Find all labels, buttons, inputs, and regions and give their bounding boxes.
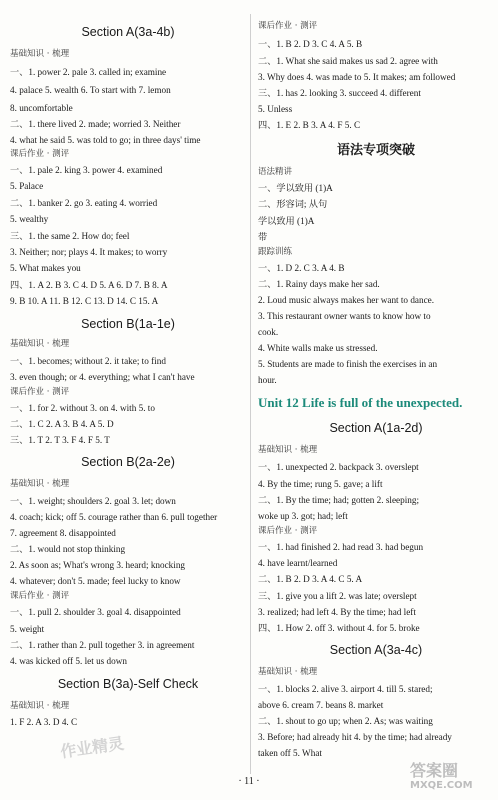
answer-line: 一、1. pale 2. king 3. power 4. examined xyxy=(10,165,163,175)
answer-line: 4. coach; kick; off 5. courage rather than 6. pull together xyxy=(10,512,218,522)
answer-line: 二、1. banker 2. go 3. eating 4. worried xyxy=(10,198,158,208)
answer-line: cook. xyxy=(258,327,279,337)
answer-line: 三、1. T 2. T 3. F 4. F 5. T xyxy=(10,435,110,445)
answer-line: 5. What makes you xyxy=(10,263,81,273)
subsection-heading: 基础知识 · 梳理 xyxy=(10,339,70,349)
answer-line: 3. Before; had already hit 4. by the time; had already xyxy=(258,732,452,742)
section-title: Section B(1a-1e) xyxy=(81,317,175,331)
answer-line: 四、1. How 2. off 3. without 4. for 5. broke xyxy=(258,623,420,633)
subsection-heading: 语法精讲 xyxy=(258,167,293,177)
section-title: Section A(3a-4c) xyxy=(329,643,423,657)
answer-line: 4. was kicked off 5. let us down xyxy=(10,656,127,666)
answer-line: 二、1. rather than 2. pull together 3. in agreement xyxy=(10,640,195,650)
answer-line: 一、1. blocks 2. alive 3. airport 4. till 5. stared; xyxy=(258,684,433,694)
subsection-heading: 课后作业 · 测评 xyxy=(10,149,70,159)
subsection-heading: 课后作业 · 测评 xyxy=(10,591,70,601)
unit-title: Unit 12 Life is full of the unexpected. xyxy=(258,395,463,410)
answer-line: 4. whatever; don't 5. made; feel lucky to know xyxy=(10,576,181,586)
section-title: Section A(3a-4b) xyxy=(81,25,175,39)
section-title: Section B(3a)-Self Check xyxy=(57,677,199,691)
answer-line: 四、1. A 2. B 3. C 4. D 5. A 6. D 7. B 8. A xyxy=(10,280,168,290)
answer-line: 4. palace 5. wealth 6. To start with 7. lemon xyxy=(10,85,171,95)
subsection-heading: 基础知识 · 梳理 xyxy=(258,445,318,455)
answer-line: 3. Why does 4. was made to 5. It makes; am followed xyxy=(258,72,456,82)
answer-line: 3. This restaurant owner wants to know how to xyxy=(258,311,431,321)
answer-line: 2. As soon as; What's wrong 3. heard; knocking xyxy=(10,560,186,570)
answer-line: 二、1. C 2. A 3. B 4. A 5. D xyxy=(10,419,114,429)
answer-line: 二、1. Rainy days make her sad. xyxy=(258,279,380,289)
column-divider xyxy=(250,14,251,774)
answer-line: 3. realized; had left 4. By the time; had left xyxy=(258,607,416,617)
watermark-url: MXQE.COM xyxy=(410,780,473,791)
answer-line: 二、形容词; 从句 xyxy=(258,199,328,209)
answer-line: 二、1. would not stop thinking xyxy=(10,544,126,554)
answer-line: 一、1. unexpected 2. backpack 3. overslept xyxy=(258,462,419,472)
subsection-heading: 基础知识 · 梳理 xyxy=(258,667,318,677)
grammar-section-title: 语法专项突破 xyxy=(336,143,415,158)
subsection-heading: 基础知识 · 梳理 xyxy=(10,49,70,59)
answer-line: 一、1. pull 2. shoulder 3. goal 4. disappointed xyxy=(10,607,181,617)
answer-line: hour. xyxy=(258,375,277,385)
answer-line: 一、1. weight; shoulders 2. goal 3. let; down xyxy=(10,496,176,506)
answer-line: 2. Loud music always makes her want to dance. xyxy=(258,295,435,305)
answer-line: 二、1. shout to go up; when 2. As; was waiting xyxy=(258,716,433,726)
section-title: Section B(2a-2e) xyxy=(81,455,175,469)
answer-line: 二、1. What she said makes us sad 2. agree with xyxy=(258,56,438,66)
answer-line: taken off 5. What xyxy=(258,748,322,758)
answer-line: 5. weight xyxy=(10,624,45,634)
answer-line: 4. By the time; rung 5. gave; a lift xyxy=(258,479,383,489)
answer-line: 二、1. By the time; had; gotten 2. sleeping; xyxy=(258,495,420,505)
subsection-heading: 课后作业 · 测评 xyxy=(10,387,70,397)
watermark-left: 作业精灵 xyxy=(59,733,126,762)
answer-line: 一、1. power 2. pale 3. called in; examine xyxy=(10,67,167,77)
answer-line: woke up 3. got; had; left xyxy=(258,511,348,521)
answer-line: 3. Neither; nor; plays 4. It makes; to worry xyxy=(10,247,168,257)
answer-line: 5. Students are made to finish the exercises in an xyxy=(258,359,438,369)
answer-line: 7. agreement 8. disappointed xyxy=(10,528,116,538)
answer-line: 5. Unless xyxy=(258,104,293,114)
answer-line: 二、1. there lived 2. made; worried 3. Neither xyxy=(10,119,181,129)
answer-line: 带 xyxy=(258,232,268,242)
answer-line: 4. have learnt/learned xyxy=(258,558,338,568)
subsection-heading: 课后作业 · 测评 xyxy=(258,526,318,536)
answer-line: 1. F 2. A 3. D 4. C xyxy=(10,717,78,727)
subsection-heading: 课后作业 · 测评 xyxy=(258,21,318,31)
answer-line: 一、学以致用 (1)A xyxy=(258,183,333,193)
answer-line: 5. Palace xyxy=(10,181,44,191)
answer-line: 4. what he said 5. was told to go; in three days' time xyxy=(10,135,201,145)
answer-line: 一、1. for 2. without 3. on 4. with 5. to xyxy=(10,403,155,413)
answer-line: 三、1. has 2. looking 3. succeed 4. different xyxy=(258,88,421,98)
subsection-heading: 基础知识 · 梳理 xyxy=(10,479,70,489)
answer-line: 一、1. becomes; without 2. it take; to find xyxy=(10,356,166,366)
answer-line: 学以致用 (1)A xyxy=(258,216,315,226)
answer-line: 二、1. B 2. D 3. A 4. C 5. A xyxy=(258,574,363,584)
subsection-heading: 跟踪训练 xyxy=(258,247,293,257)
page-number: · 11 · xyxy=(238,776,260,787)
watermark-right: 答案圈 xyxy=(410,761,459,780)
answer-line: above 6. cream 7. beans 8. market xyxy=(258,700,384,710)
answer-line: 一、1. had finished 2. had read 3. had begun xyxy=(258,542,424,552)
answer-line: 4. White walls make us stressed. xyxy=(258,343,378,353)
answer-line: 四、1. E 2. B 3. A 4. F 5. C xyxy=(258,120,361,130)
answer-line: 8. uncomfortable xyxy=(10,103,73,113)
answer-line: 9. B 10. A 11. B 12. C 13. D 14. C 15. A xyxy=(10,296,159,306)
section-title: Section A(1a-2d) xyxy=(329,421,423,435)
subsection-heading: 基础知识 · 梳理 xyxy=(10,701,70,711)
answer-line: 三、1. give you a lift 2. was late; overslept xyxy=(258,591,417,601)
answer-line: 一、1. B 2. D 3. C 4. A 5. B xyxy=(258,39,363,49)
answer-line: 5. wealthy xyxy=(10,214,49,224)
answer-line: 一、1. D 2. C 3. A 4. B xyxy=(258,263,345,273)
answer-line: 3. even though; or 4. everything; what I can't have xyxy=(10,372,195,382)
answer-line: 三、1. the same 2. How do; feel xyxy=(10,231,130,241)
